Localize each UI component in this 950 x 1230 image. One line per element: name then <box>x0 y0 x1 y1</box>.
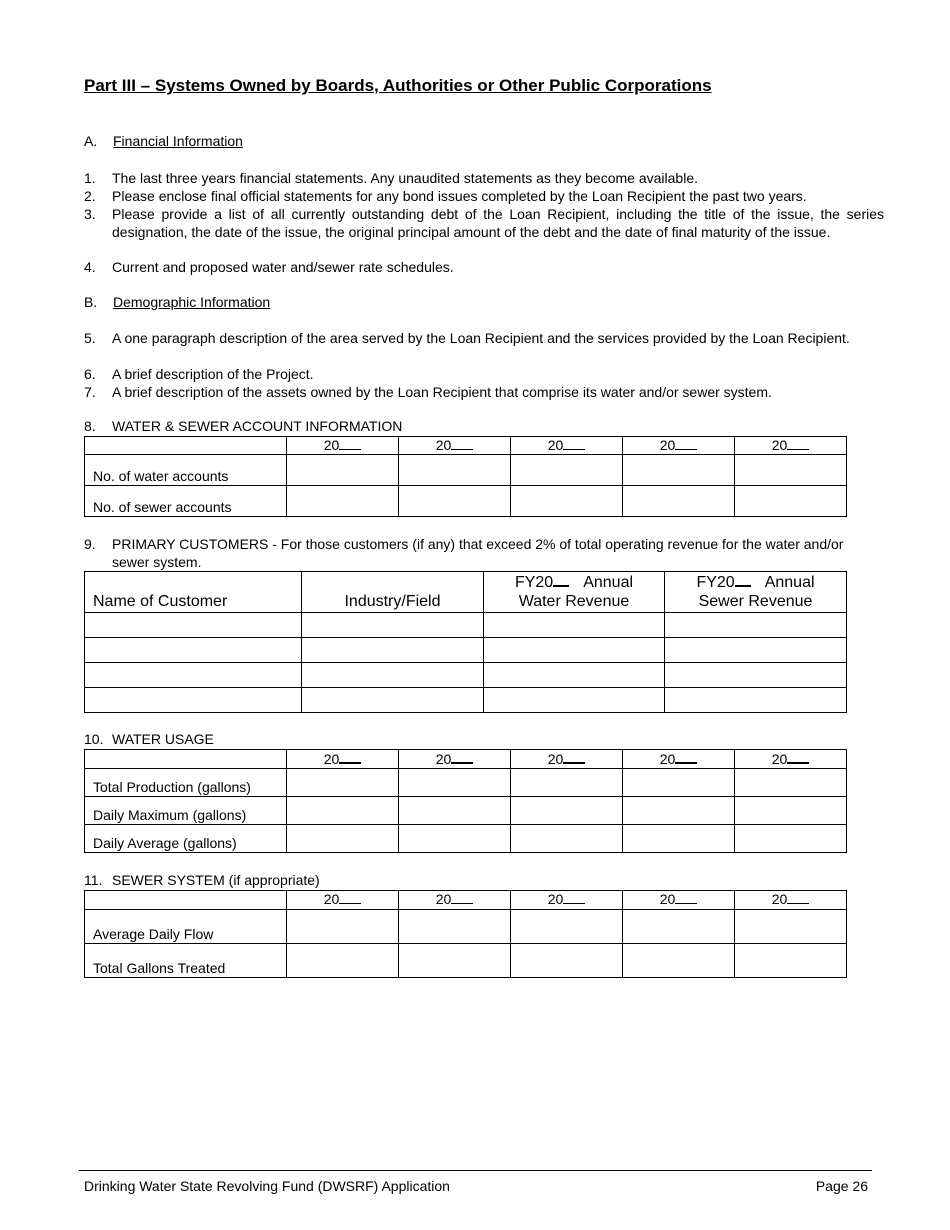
input-cell[interactable] <box>399 825 511 853</box>
input-cell[interactable] <box>735 486 847 517</box>
water-usage-table <box>84 749 847 853</box>
input-cell[interactable] <box>399 769 511 797</box>
year-cell[interactable]: 20 <box>399 437 511 455</box>
input-cell[interactable] <box>399 944 511 978</box>
year-cell[interactable]: 20 <box>735 891 847 910</box>
item-number: 7. <box>84 384 96 400</box>
year-cell[interactable]: 20 <box>399 750 511 769</box>
year-cell[interactable]: 20 <box>623 437 735 455</box>
input-cell[interactable] <box>735 455 847 486</box>
item-number: 1. <box>84 170 96 186</box>
year-cell[interactable]: 20 <box>623 891 735 910</box>
row-label: Total Gallons Treated <box>85 944 287 978</box>
row-label: Daily Maximum (gallons) <box>85 797 287 825</box>
section-a-letter: A. <box>84 133 98 149</box>
table-row <box>85 910 847 944</box>
row-label: No. of sewer accounts <box>85 486 287 517</box>
input-cell[interactable] <box>511 910 623 944</box>
row-label: No. of water accounts <box>85 455 287 486</box>
input-cell[interactable] <box>399 455 511 486</box>
sewer-system-title: SEWER SYSTEM (if appropriate) <box>112 872 320 888</box>
year-cell[interactable]: 20 <box>623 750 735 769</box>
customers-number: 9. <box>84 536 96 552</box>
accounts-heading <box>84 418 402 434</box>
input-cell[interactable] <box>623 944 735 978</box>
item-number: 2. <box>84 188 96 204</box>
customers-title: PRIMARY CUSTOMERS - For those customers (if any) that exceed 2% of total operating revenue for the water and/or sewer system. <box>112 536 844 570</box>
section-b-title: Demographic Information <box>113 294 271 310</box>
accounts-table <box>84 436 847 517</box>
input-cell[interactable] <box>484 638 665 663</box>
item-number: 4. <box>84 259 96 275</box>
input-cell[interactable] <box>484 688 665 713</box>
accounts-title: WATER & SEWER ACCOUNT INFORMATION <box>112 418 403 434</box>
input-cell[interactable] <box>484 663 665 688</box>
year-cell[interactable]: 20 <box>511 437 623 455</box>
financial-item-1 <box>84 169 884 187</box>
input-cell[interactable] <box>287 455 399 486</box>
col-header-water-revenue: FY20 Annual Water Revenue <box>484 572 665 613</box>
year-cell[interactable]: 20 <box>287 750 399 769</box>
demographic-item-5 <box>84 329 884 347</box>
year-header-row <box>85 437 847 455</box>
item-text: A brief description of the assets owned by the Loan Recipient that comprise its water and/or sewer system. <box>112 384 772 400</box>
input-cell[interactable] <box>623 910 735 944</box>
input-cell[interactable] <box>665 638 847 663</box>
input-cell[interactable] <box>511 486 623 517</box>
item-text: Please provide a list of all currently outstanding debt of the Loan Recipient, including the title of the issue, the series designation, the date of the issue, the original principal amount of the debt and the date of final maturity of the issue. <box>112 206 884 240</box>
financial-item-4 <box>84 258 884 276</box>
financial-item-3 <box>84 205 884 241</box>
input-cell[interactable] <box>623 486 735 517</box>
item-text: Current and proposed water and/sewer rate schedules. <box>112 259 454 275</box>
input-cell[interactable] <box>735 769 847 797</box>
header-blank-cell <box>85 750 287 769</box>
input-cell[interactable] <box>85 688 302 713</box>
input-cell[interactable] <box>735 797 847 825</box>
input-cell[interactable] <box>511 769 623 797</box>
table-row <box>85 638 847 663</box>
col-header-sewer-revenue: FY20 Annual Sewer Revenue <box>665 572 847 613</box>
table-row <box>85 797 847 825</box>
table-row <box>85 455 847 486</box>
customers-table <box>84 571 847 713</box>
year-cell[interactable]: 20 <box>287 891 399 910</box>
item-text: Please enclose final official statements for any bond issues completed by the Loan Recipient the past two years. <box>112 188 807 204</box>
input-cell[interactable] <box>302 638 484 663</box>
input-cell[interactable] <box>623 769 735 797</box>
input-cell[interactable] <box>287 797 399 825</box>
input-cell[interactable] <box>623 825 735 853</box>
item-text: The last three years financial statements. Any unaudited statements as they become available. <box>112 170 698 186</box>
header-blank-cell <box>85 437 287 455</box>
footer-divider <box>79 1170 872 1171</box>
input-cell[interactable] <box>735 910 847 944</box>
water-usage-number: 10. <box>84 731 104 747</box>
header-blank-cell <box>85 891 287 910</box>
input-cell[interactable] <box>399 486 511 517</box>
input-cell[interactable] <box>85 613 302 638</box>
year-cell[interactable]: 20 <box>399 891 511 910</box>
table-row <box>85 486 847 517</box>
row-label: Daily Average (gallons) <box>85 825 287 853</box>
input-cell[interactable] <box>302 688 484 713</box>
item-number: 6. <box>84 366 96 382</box>
table-row <box>85 613 847 638</box>
row-label: Total Production (gallons) <box>85 769 287 797</box>
input-cell[interactable] <box>287 486 399 517</box>
input-cell[interactable] <box>287 769 399 797</box>
year-cell[interactable]: 20 <box>735 750 847 769</box>
input-cell[interactable] <box>511 944 623 978</box>
year-cell[interactable]: 20 <box>511 750 623 769</box>
table-row <box>85 769 847 797</box>
input-cell[interactable] <box>665 688 847 713</box>
demographic-item-6 <box>84 365 884 383</box>
item-text: A brief description of the Project. <box>112 366 314 382</box>
input-cell[interactable] <box>511 797 623 825</box>
input-cell[interactable] <box>287 944 399 978</box>
input-cell[interactable] <box>399 910 511 944</box>
customers-header-row <box>85 572 847 613</box>
sewer-system-heading <box>84 872 320 888</box>
financial-item-2 <box>84 187 884 205</box>
input-cell[interactable] <box>287 910 399 944</box>
year-cell[interactable]: 20 <box>287 437 399 455</box>
input-cell[interactable] <box>665 613 847 638</box>
year-cell[interactable]: 20 <box>735 437 847 455</box>
customers-heading <box>84 535 844 571</box>
input-cell[interactable] <box>511 825 623 853</box>
sewer-system-number: 11. <box>84 872 103 888</box>
col-header-name: Name of Customer <box>85 572 302 613</box>
input-cell[interactable] <box>484 613 665 638</box>
table-row <box>85 688 847 713</box>
table-row <box>85 944 847 978</box>
input-cell[interactable] <box>623 455 735 486</box>
demographic-item-7 <box>84 383 884 401</box>
section-a-title: Financial Information <box>113 133 243 149</box>
table-row <box>85 825 847 853</box>
input-cell[interactable] <box>399 797 511 825</box>
page-title: Part III – Systems Owned by Boards, Authorities or Other Public Corporations <box>84 76 712 95</box>
year-header-row <box>85 891 847 910</box>
input-cell[interactable] <box>302 663 484 688</box>
sewer-system-table <box>84 890 847 978</box>
section-a-heading <box>84 133 243 149</box>
input-cell[interactable] <box>302 613 484 638</box>
footer-page-number: Page 26 <box>815 1178 868 1194</box>
row-label: Average Daily Flow <box>85 910 287 944</box>
year-header-row <box>85 750 847 769</box>
year-cell[interactable]: 20 <box>511 891 623 910</box>
section-b-letter: B. <box>84 294 98 310</box>
water-usage-heading <box>84 731 214 747</box>
input-cell[interactable] <box>735 944 847 978</box>
item-number: 5. <box>84 330 96 346</box>
input-cell[interactable] <box>85 663 302 688</box>
input-cell[interactable] <box>85 638 302 663</box>
water-usage-title: WATER USAGE <box>112 731 214 747</box>
section-b-heading <box>84 294 270 310</box>
accounts-number: 8. <box>84 418 96 434</box>
item-number: 3. <box>84 206 96 222</box>
item-text: A one paragraph description of the area served by the Loan Recipient and the services provided by the Loan Recipient. <box>112 330 850 346</box>
table-row <box>85 663 847 688</box>
input-cell[interactable] <box>623 797 735 825</box>
input-cell[interactable] <box>287 825 399 853</box>
input-cell[interactable] <box>665 663 847 688</box>
col-header-industry: Industry/Field <box>302 572 484 613</box>
input-cell[interactable] <box>511 455 623 486</box>
input-cell[interactable] <box>735 825 847 853</box>
footer-document-title: Drinking Water State Revolving Fund (DWSRF) Application <box>84 1178 450 1194</box>
